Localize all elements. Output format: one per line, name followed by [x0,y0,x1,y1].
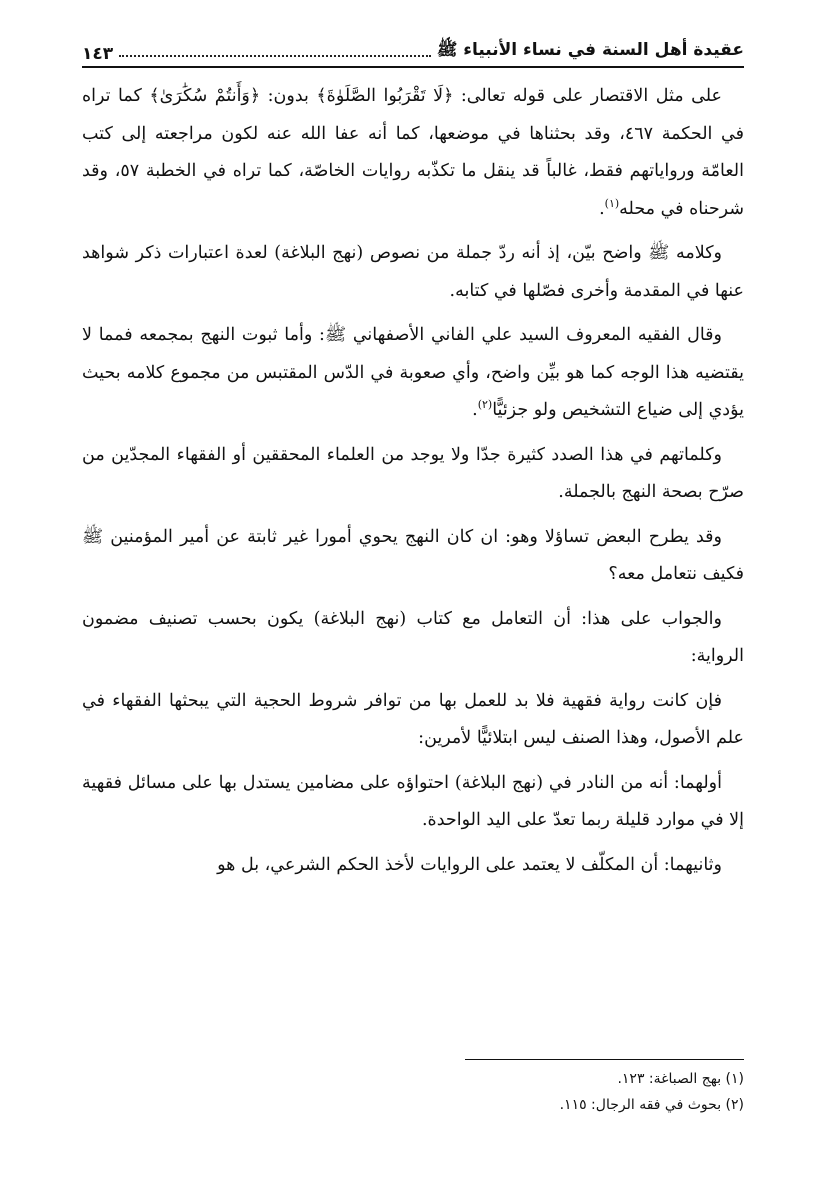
paragraph [82,78,744,228]
main-text [82,78,744,891]
page-number: ١٤٣ [82,44,114,64]
paragraph [82,519,744,594]
running-header [82,30,744,64]
paragraph-end: . [599,198,605,219]
footnote: (٢) بحوث في فقه الرجال: ١١٥. [559,1097,744,1113]
paragraph-text: فإن كانت رواية فقهية فلا بد للعمل بها من توافر شروط الحجية التي يبحثها الفقهاء في علم الأصول، وهذا الصنف ليس ابتلائيًّا لأمرين: [82,690,744,748]
paragraph-text: على مثل الاقتصار على قوله تعالى: ﴿لَا تَقْرَبُوا الصَّلَوٰةَ﴾ بدون: ﴿وَأَنتُمْ سُكَٰرَىٰ﴾ كما تراه في الحكمة ٤٦٧، وقد بحثناها في موضعها، كما أنه عفا الله عنه لكون مراجعته إلى كتب العامّة ورواياتهم فقط، غالباً قد ينقل ما تكذّبه روايات الخاصّة، كما تراه في الخطبة ٥٧، وقد شرحناه في محله [82,86,745,219]
paragraph [82,683,744,758]
paragraph-text: وكلماتهم في هذا الصدد كثيرة جدّا ولا يوجد من العلماء المحققين أو الفقهاء المجدّين من صرّح بصحة النهج بالجملة. [82,444,744,502]
header-dot-leader [119,55,431,57]
footnotes [82,1066,744,1118]
header-title: عقيدة أهل السنة في نساء الأنبياء ﷺ [436,40,744,60]
paragraph [82,765,744,840]
header-rule [82,66,744,68]
paragraph [82,601,744,676]
paragraph-text: وقد يطرح البعض تساؤلا وهو: ان كان النهج يحوي أمورا غير ثابتة عن أمير المؤمنين ﷺ فكيف نتعامل معه؟ [82,526,744,584]
footnote-ref[interactable]: (٢) [477,398,493,412]
paragraph-text: أولهما: أنه من النادر في (نهج البلاغة) احتواؤه على مضامين يستدل بها على مسائل فقهية إلا في موارد قليلة ربما تعدّ على اليد الواحدة. [82,772,744,830]
paragraph-text: وقال الفقيه المعروف السيد علي الفاني الأصفهاني ﷺ: وأما ثبوت النهج بمجمعه فمما لا يقتضيه هذا الوجه كما هو بيِّن واضح، وأي صعوبة في الدّس المقتبس من مجموع كلامه بحيث يؤدي إلى ضياع التشخيص ولو جزئيًّا [82,325,744,420]
footnote-ref[interactable]: (١) [604,196,620,210]
footnote-separator [465,1059,744,1060]
footnote: (١) بهج الصباغة: ١٢٣. [617,1071,744,1087]
paragraph-text: وكلامه ﷺ واضح بيّن، إذ أنه ردّ جملة من نصوص (نهج البلاغة) لعدة اعتبارات ذكر شواهد عنها في المقدمة وأخرى فصّلها في كتابه. [82,243,744,301]
paragraph-text: وثانيهما: أن المكلّف لا يعتمد على الروايات لأخذ الحكم الشرعي، بل هو [217,854,722,875]
paragraph [82,235,744,310]
paragraph-text: والجواب على هذا: أن التعامل مع كتاب (نهج البلاغة) يكون بحسب تصنيف مضمون الرواية: [82,608,744,666]
paragraph [82,437,744,512]
paragraph-end: . [472,400,478,420]
paragraph [82,317,744,430]
paragraph [82,847,744,885]
